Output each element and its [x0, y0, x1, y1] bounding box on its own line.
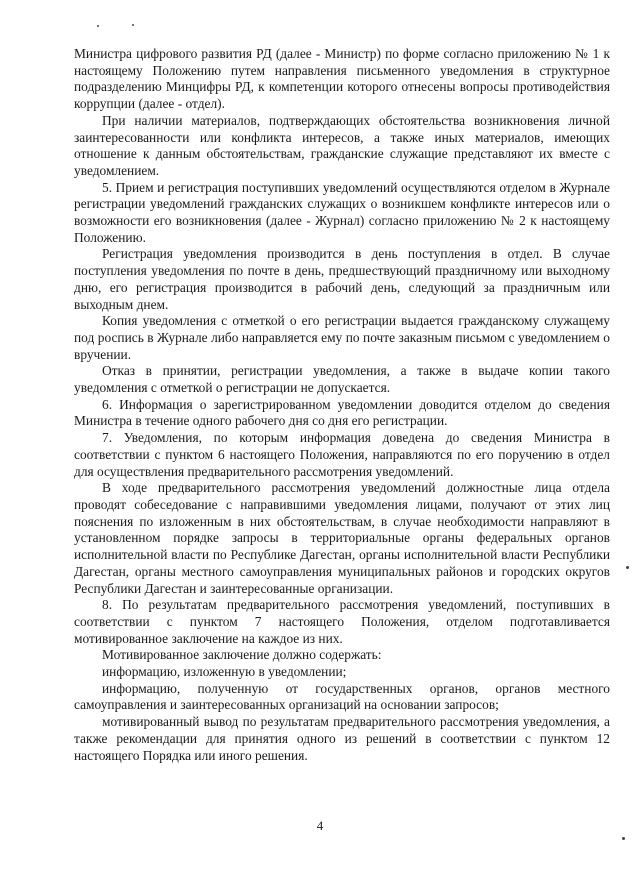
paragraph: Отказ в принятии, регистрации уведомления, а также в выдаче копии такого уведомления с отметкой о регистрации не допускается. — [74, 363, 610, 396]
scan-speck — [622, 837, 625, 840]
paragraph: При наличии материалов, подтверждающих обстоятельства возникновения личной заинтересованности или конфликта интересов, а также иных материалов, имеющих отношение к данным обстоятельствам, гражданские служащие представляют их вместе с уведомлением. — [74, 112, 610, 178]
paragraph: информацию, изложенную в уведомлении; — [102, 664, 347, 680]
paragraph: Мотивированное заключение должно содержать: — [102, 647, 382, 663]
paragraph: В ходе предварительного рассмотрения уведомлений должностные лица отдела проводят собеседование с направившими уведомления лицами, получают от этих лиц пояснения по изложенным в них обстоятельствам, в случае необходимости направляют в установленном порядке запросы в территориальные органы федеральных органов исполнительной власти по Республике Дагестан, органы исполнительной власти Республики Дагестан, органы местного самоуправления муниципальных районов и городских округов Республики Дагестан и заинтересованные организации. — [74, 480, 610, 596]
paragraph: Регистрация уведомления производится в день поступления в отдел. В случае поступления уведомления по почте в день, предшествующий праздничному или выходному дню, его регистрация производится в рабочий день, следующий за праздничным или выходным днем. — [74, 246, 610, 312]
paragraph: информацию, полученную от государственных органов, органов местного самоуправления и заинтересованных организаций на основании запросов; — [74, 680, 610, 713]
scan-speck — [97, 25, 99, 27]
scan-speck — [132, 24, 134, 26]
paragraph: Копия уведомления с отметкой о его регистрации выдается гражданскому служащему под роспись в Журнале либо направляется ему по почте заказным письмом с уведомлением о вручении. — [74, 313, 610, 362]
paragraph: мотивированный вывод по результатам предварительного рассмотрения уведомления, а также рекомендации для принятия одного из решений в соответствии с пунктом 12 настоящего Порядка или иного решения. — [74, 714, 610, 763]
body-text — [74, 46, 610, 764]
paragraph: Министра цифрового развития РД (далее - Министр) по форме согласно приложению № 1 к настоящему Положению путем направления письменного уведомления в структурное подразделению Минцифры РД, к компетенции которого отнесены вопросы противодействия коррупции (далее - отдел). — [74, 46, 610, 112]
paragraph: 5. Прием и регистрация поступивших уведомлений осуществляются отделом в Журнале регистрации уведомлений гражданских служащих о возникшем конфликте интересов или о возможности его возникновения (далее - Журнал) согласно приложению № 2 к настоящему Положению. — [74, 179, 610, 245]
paragraph: 6. Информация о зарегистрированном уведомлении доводится отделом до сведения Министра в течение одного рабочего дня со дня его регистрации. — [74, 396, 610, 429]
paragraph: 7. Уведомления, по которым информация доведена до сведения Министра в соответствии с пунктом 6 настоящего Положения, направляются по его поручению в отдел для осуществления предварительного рассмотрения уведомлений. — [74, 430, 610, 479]
paragraph: 8. По результатам предварительного рассмотрения уведомлений, поступивших в соответствии с пунктом 7 настоящего Положения, отделом подготавливается мотивированное заключение на каждое из них. — [74, 597, 610, 646]
scan-speck — [626, 566, 629, 569]
page-number: 4 — [316, 818, 324, 833]
